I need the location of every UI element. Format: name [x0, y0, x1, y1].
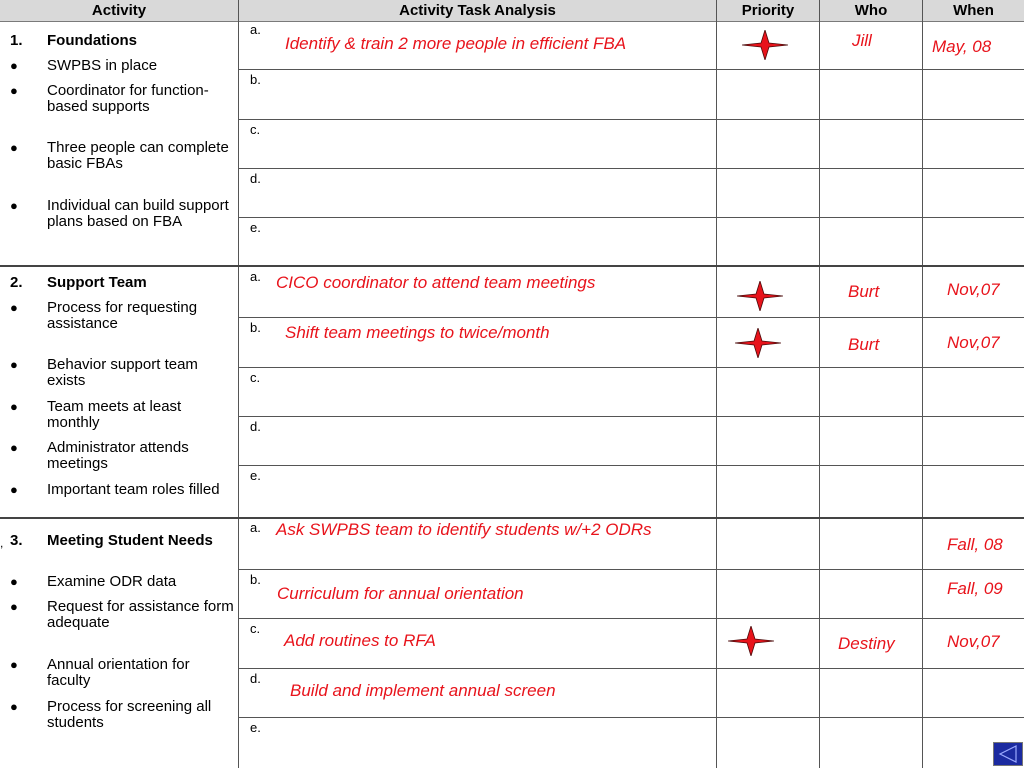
section-number: 2.: [10, 274, 23, 291]
row-letter: c.: [250, 122, 261, 137]
section-title-text: Meeting Student Needs: [47, 532, 213, 549]
section-number: 3.: [10, 532, 23, 549]
priority-star-icon: [742, 30, 788, 60]
bullet-icon: ●: [10, 599, 18, 614]
row-letter: b.: [250, 72, 261, 87]
bullet-icon: ●: [10, 300, 18, 315]
back-arrow-icon: [994, 743, 1022, 765]
header-task-analysis: Activity Task Analysis: [399, 2, 556, 19]
row-letter: d.: [250, 171, 261, 186]
row-letter: e.: [250, 220, 261, 235]
grid-line: [238, 367, 1024, 368]
grid-line: [238, 717, 1024, 718]
who-text: Jill: [852, 31, 872, 50]
when-text: May, 08: [932, 37, 992, 56]
grid-line: [238, 668, 1024, 669]
when-text: Fall, 09: [947, 579, 1003, 598]
grid-line: [238, 618, 1024, 619]
grid-line: [238, 416, 1024, 417]
bullet-icon: ●: [10, 574, 18, 589]
section-divider: [0, 265, 1024, 267]
when-text: Nov,07: [947, 632, 1000, 651]
grid-line: [716, 0, 717, 768]
section-number: 1.: [10, 32, 23, 49]
bullet-icon: ●: [10, 482, 18, 497]
row-letter: a.: [250, 22, 261, 37]
row-letter: a.: [250, 269, 261, 284]
who-text: Destiny: [838, 634, 895, 653]
row-letter: c.: [250, 370, 261, 385]
task-text: Shift team meetings to twice/month: [285, 323, 550, 342]
when-text: Nov,07: [947, 333, 1000, 352]
section-title-text: Support Team: [47, 274, 147, 291]
header-who: Who: [854, 2, 888, 19]
header-activity: Activity: [91, 2, 147, 19]
bullet-icon: ●: [10, 657, 18, 672]
grid-line: [238, 119, 1024, 120]
grid-line: [238, 168, 1024, 169]
grid-line: [238, 69, 1024, 70]
bullet-icon: ●: [10, 83, 18, 98]
when-text: Nov,07: [947, 280, 1000, 299]
task-text: Build and implement annual screen: [290, 681, 556, 700]
task-text: Add routines to RFA: [284, 631, 436, 650]
row-letter: d.: [250, 671, 261, 686]
when-text: Fall, 08: [947, 535, 1003, 554]
who-text: Burt: [848, 282, 880, 301]
back-button[interactable]: [993, 742, 1023, 766]
row-letter: b.: [250, 320, 261, 335]
bullet-icon: ●: [10, 399, 18, 414]
task-text: CICO coordinator to attend team meetings: [276, 273, 596, 292]
priority-star-icon: [735, 328, 781, 358]
section-title-text: Foundations: [47, 32, 137, 49]
bullet-icon: ●: [10, 699, 18, 714]
bullet-icon: ●: [10, 357, 18, 372]
bullet-icon: ●: [10, 58, 18, 73]
row-letter: e.: [250, 720, 261, 735]
margin-mark: ,: [0, 536, 4, 550]
grid-line: [238, 317, 1024, 318]
section-divider: [0, 517, 1024, 519]
bullet-icon: ●: [10, 440, 18, 455]
grid-line: [238, 217, 1024, 218]
grid-line: [819, 0, 820, 768]
task-text: Ask SWPBS team to identify students w/+2 ODRs: [276, 520, 652, 539]
priority-star-icon: [737, 281, 783, 311]
grid-line: [238, 569, 1024, 570]
task-text: Curriculum for annual orientation: [277, 584, 524, 603]
header-when: When: [953, 2, 994, 19]
who-text: Burt: [848, 335, 880, 354]
task-text: Identify & train 2 more people in efficient FBA: [285, 34, 627, 53]
bullet-icon: ●: [10, 140, 18, 155]
grid-line: [922, 0, 923, 768]
row-letter: a.: [250, 520, 261, 535]
bullet-icon: ●: [10, 198, 18, 213]
grid-line: [238, 0, 239, 768]
grid-line: [238, 465, 1024, 466]
row-letter: e.: [250, 468, 261, 483]
table-header: [0, 0, 1024, 22]
priority-star-icon: [728, 626, 774, 656]
row-letter: c.: [250, 621, 261, 636]
header-priority: Priority: [741, 2, 795, 19]
row-letter: b.: [250, 572, 261, 587]
row-letter: d.: [250, 419, 261, 434]
